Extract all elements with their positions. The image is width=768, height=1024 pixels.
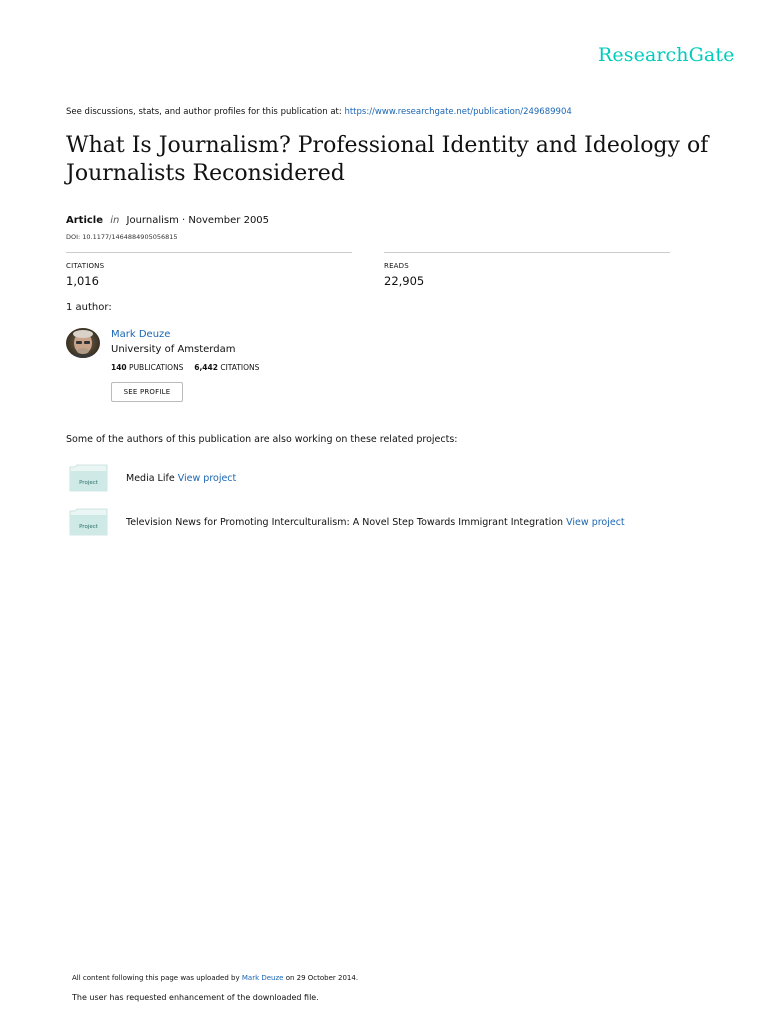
project-title: Media Life bbox=[126, 473, 175, 484]
author-citations-label: CITATIONS bbox=[220, 363, 260, 372]
project-item bbox=[126, 517, 625, 528]
publication-type: Article bbox=[66, 215, 104, 226]
researchgate-logo[interactable]: ResearchGate bbox=[598, 44, 735, 66]
publication-title: What Is Journalism? Professional Identity and Ideology of Journalists Reconsidered bbox=[66, 133, 709, 186]
citations-stat bbox=[66, 252, 352, 288]
see-profile-button[interactable]: SEE PROFILE bbox=[111, 382, 183, 402]
author-institution: University of Amsterdam bbox=[111, 344, 236, 355]
reads-value: 22,905 bbox=[384, 274, 425, 288]
project-badge-icon bbox=[69, 508, 108, 536]
reads-label: READS bbox=[384, 262, 409, 270]
enhancement-note: The user has requested enhancement of the downloaded file. bbox=[72, 993, 319, 1002]
citations-value: 1,016 bbox=[66, 274, 99, 288]
author-name-link[interactable]: Mark Deuze bbox=[111, 329, 171, 340]
discussion-line bbox=[66, 107, 572, 117]
view-project-link[interactable]: View project bbox=[177, 473, 237, 484]
view-project-link[interactable]: View project bbox=[566, 517, 625, 528]
upload-prefix: All content following this page was uploaded by bbox=[72, 974, 240, 982]
author-citations-count: 6,442 bbox=[194, 363, 218, 372]
uploader-link[interactable]: Mark Deuze bbox=[241, 974, 284, 982]
upload-note bbox=[72, 974, 358, 982]
journal-date: Journalism · November 2005 bbox=[126, 215, 270, 226]
project-title: Television News for Promoting Interculturalism: A Novel Step Towards Immigrant Integration bbox=[126, 517, 564, 528]
publication-meta bbox=[66, 215, 269, 226]
doi: DOI: 10.1177/1464884905056815 bbox=[66, 233, 178, 241]
publication-url-link[interactable]: https://www.researchgate.net/publication/249689904 bbox=[344, 107, 572, 117]
authors-heading: 1 author: bbox=[66, 302, 112, 313]
author-publications-label: PUBLICATIONS bbox=[129, 363, 184, 372]
project-badge-icon bbox=[69, 464, 108, 492]
discussion-text: See discussions, stats, and author profiles for this publication at: bbox=[66, 107, 342, 117]
citations-label: CITATIONS bbox=[66, 262, 105, 270]
upload-suffix: on 29 October 2014. bbox=[285, 974, 359, 982]
author-publications-count: 140 bbox=[111, 363, 127, 372]
avatar[interactable] bbox=[66, 328, 100, 358]
in-label: in bbox=[110, 215, 120, 226]
reads-stat bbox=[384, 252, 670, 288]
related-projects-heading: Some of the authors of this publication are also working on these related projects: bbox=[66, 434, 458, 445]
project-item bbox=[126, 473, 236, 484]
author-stats bbox=[111, 363, 259, 372]
project-badge-label: Project bbox=[79, 524, 98, 530]
project-badge-label: Project bbox=[79, 480, 98, 486]
